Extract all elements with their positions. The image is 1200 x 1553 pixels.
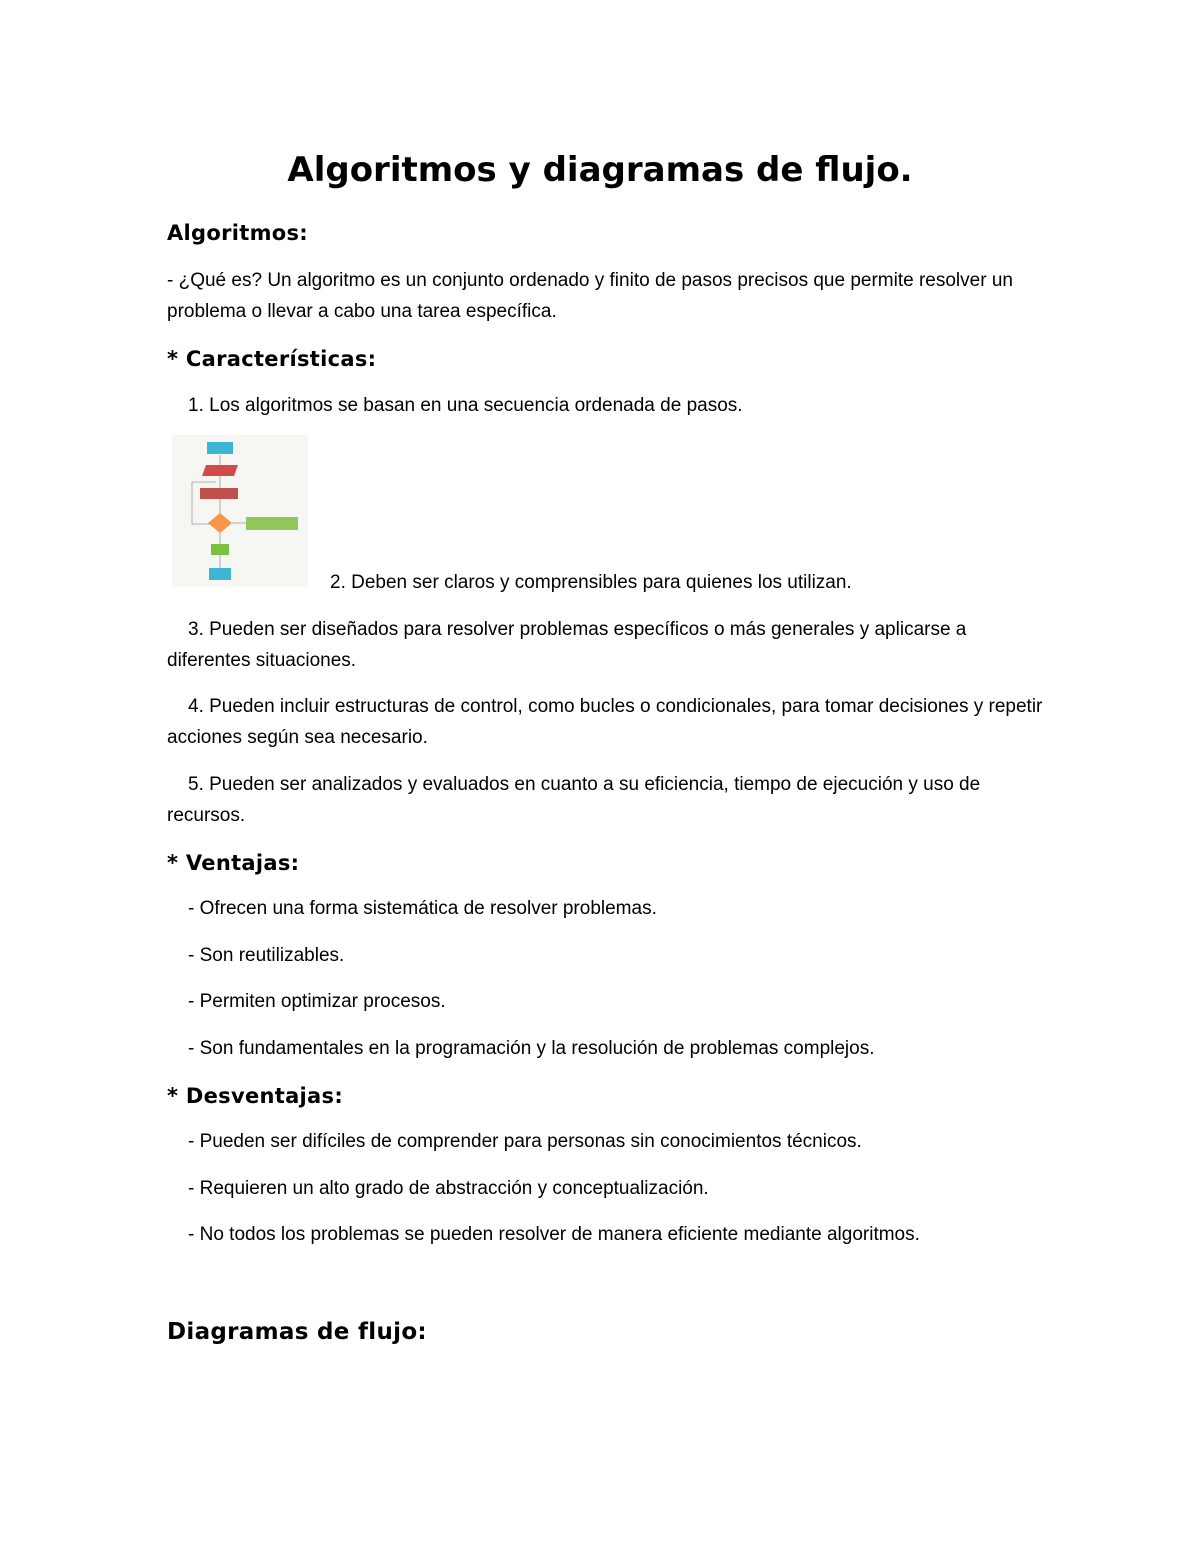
definition-paragraph: - ¿Qué es? Un algoritmo es un conjunto ordenado y finito de pasos precisos que permite resolver un problema o llevar a cabo una tarea específica. [167,270,1013,322]
characteristic-item-1: 1. Los algoritmos se basan en una secuencia ordenada de pasos. [188,395,743,416]
flowchart-end-shape [209,568,231,580]
disadvantage-item-3: - No todos los problemas se pueden resolver de manera eficiente mediante algoritmos. [188,1224,920,1245]
advantage-item-1: - Ofrecen una forma sistemática de resolver problemas. [188,898,657,919]
heading-caracteristicas: * Características: [167,347,377,371]
advantage-item-3: - Permiten optimizar procesos. [188,991,446,1012]
flowchart-output-shape [246,517,298,530]
flowchart-thumbnail-svg [172,435,308,587]
disadvantage-item-1: - Pueden ser difíciles de comprender para personas sin conocimientos técnicos. [188,1131,862,1152]
heading-algoritmos: Algoritmos: [167,221,309,245]
flowchart-start-shape [207,442,233,454]
disadvantage-item-2: - Requieren un alto grado de abstracción y conceptualización. [188,1178,709,1199]
advantage-item-4: - Son fundamentales en la programación y la resolución de problemas complejos. [188,1038,875,1059]
heading-diagramas-de-flujo: Diagramas de flujo: [167,1319,427,1345]
heading-desventajas: * Desventajas: [167,1084,344,1108]
characteristic-item-2: 2. Deben ser claros y comprensibles para quienes los utilizan. [330,572,852,593]
characteristic-item-4: 4. Pueden incluir estructuras de control, como bucles o condicionales, para tomar decisiones y repetir acciones según sea necesario. [167,696,1043,748]
flowchart-decision-shape [208,513,232,533]
flowchart-process-shape [200,488,238,499]
advantage-item-2: - Son reutilizables. [188,945,345,966]
characteristic-item-5: 5. Pueden ser analizados y evaluados en cuanto a su eficiencia, tiempo de ejecución y uso de recursos. [167,774,981,826]
flowchart-step-shape [211,544,229,555]
flowchart-thumbnail-image [172,435,308,587]
document-title: Algoritmos y diagramas de flujo. [287,150,913,190]
characteristic-item-3: 3. Pueden ser diseñados para resolver problemas específicos o más generales y aplicarse a diferentes situaciones. [167,619,967,671]
flowchart-input-shape [202,465,238,476]
heading-ventajas: * Ventajas: [167,851,300,875]
